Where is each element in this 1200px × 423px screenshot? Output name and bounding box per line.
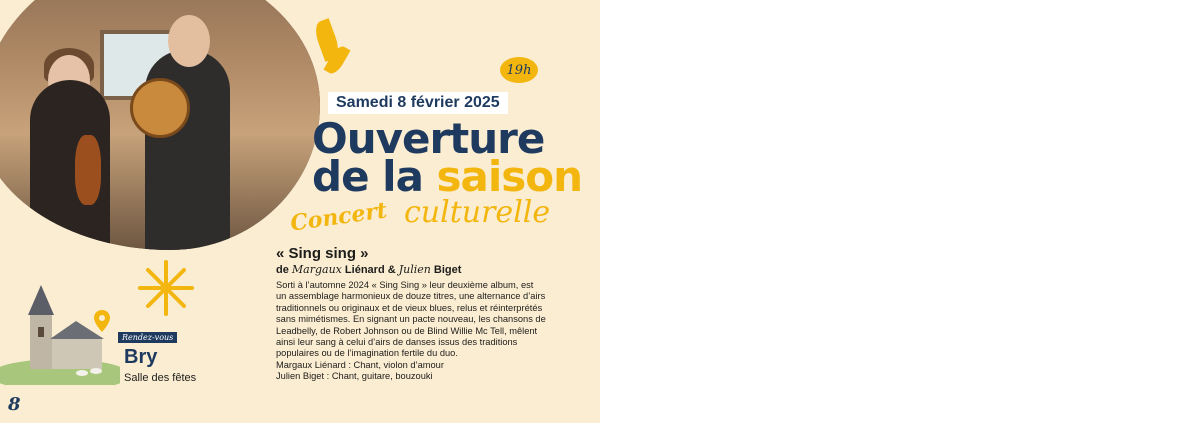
- location-pin-icon: [94, 310, 110, 332]
- title-line-2: de la saison: [312, 152, 583, 201]
- musicians-photo: [0, 0, 320, 250]
- venue-name: Salle des fêtes: [124, 372, 197, 384]
- event-date: Samedi 8 février 2025: [328, 92, 508, 114]
- rendezvous-label: Rendez-vous: [118, 332, 177, 343]
- sun-icon: [136, 258, 196, 318]
- time-badge: 19h: [500, 57, 538, 83]
- title-line-1: Ouverture: [312, 114, 545, 163]
- title-script: culturelle: [404, 195, 551, 230]
- show-title: « Sing sing »: [276, 245, 369, 262]
- page-number: 8: [8, 394, 21, 415]
- category-label: Concert: [288, 197, 389, 237]
- page-title: [312, 114, 583, 201]
- right-page: [600, 0, 1200, 423]
- show-description: Sorti à l’automne 2024 « Sing Sing » leur deuxième album, est un assemblage harmonieux de douze titres, une alternance d’airs traditionnels ou originaux et de vieux blues, relus et réinterprétés sans mimétismes. En signant un pacte nouveau, les chansons de Leadbelly, de Robert Johnson ou de Blind Willie Mc Tell, mêlent ainsi leur sang à celui d’airs de danses issus des traditions populaires ou de l’imagination fertile du duo. Margaux Liénard : Chant, violon d’amour Julien Biget : Chant, guitare, bouzouki: [276, 280, 546, 382]
- venue-town: Bry: [124, 346, 158, 368]
- show-artists: de Margaux Liénard & Julien Biget: [276, 263, 462, 276]
